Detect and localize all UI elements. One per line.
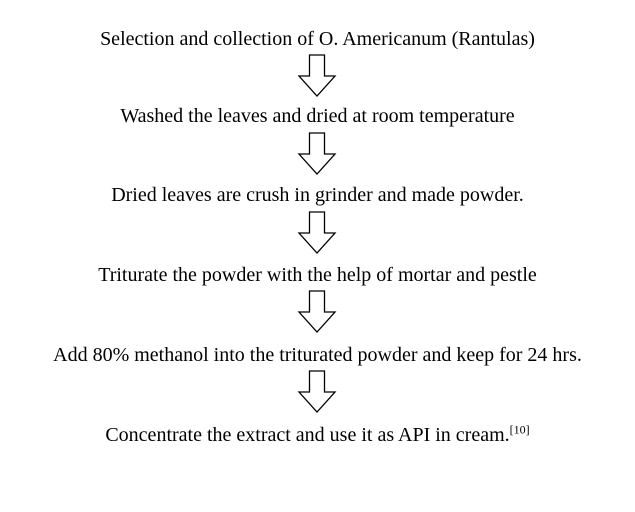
down-arrow-icon <box>297 211 337 255</box>
step-2-text: Washed the leaves and dried at room temperature <box>120 105 515 127</box>
citation-reference: [10] <box>509 422 530 437</box>
step-3-text: Dried leaves are crush in grinder and made powder. <box>111 184 524 206</box>
down-arrow-icon <box>297 54 337 98</box>
flowchart-step-5 <box>0 343 635 367</box>
flowchart-step-4 <box>0 263 635 287</box>
flowchart-step-6 <box>0 423 635 447</box>
down-arrow-icon <box>297 370 337 414</box>
step-5-text: Add 80% methanol into the triturated powder and keep for 24 hrs. <box>53 344 582 366</box>
flowchart-step-1 <box>0 27 635 51</box>
step-1-text: Selection and collection of O. Americanum (Rantulas) <box>100 28 535 50</box>
flowchart-step-3 <box>0 183 635 207</box>
step-6-text: Concentrate the extract and use it as API in cream. <box>105 424 510 446</box>
down-arrow-icon <box>297 132 337 176</box>
step-4-text: Triturate the powder with the help of mortar and pestle <box>98 264 537 286</box>
flowchart-step-2 <box>0 104 635 128</box>
down-arrow-icon <box>297 290 337 334</box>
